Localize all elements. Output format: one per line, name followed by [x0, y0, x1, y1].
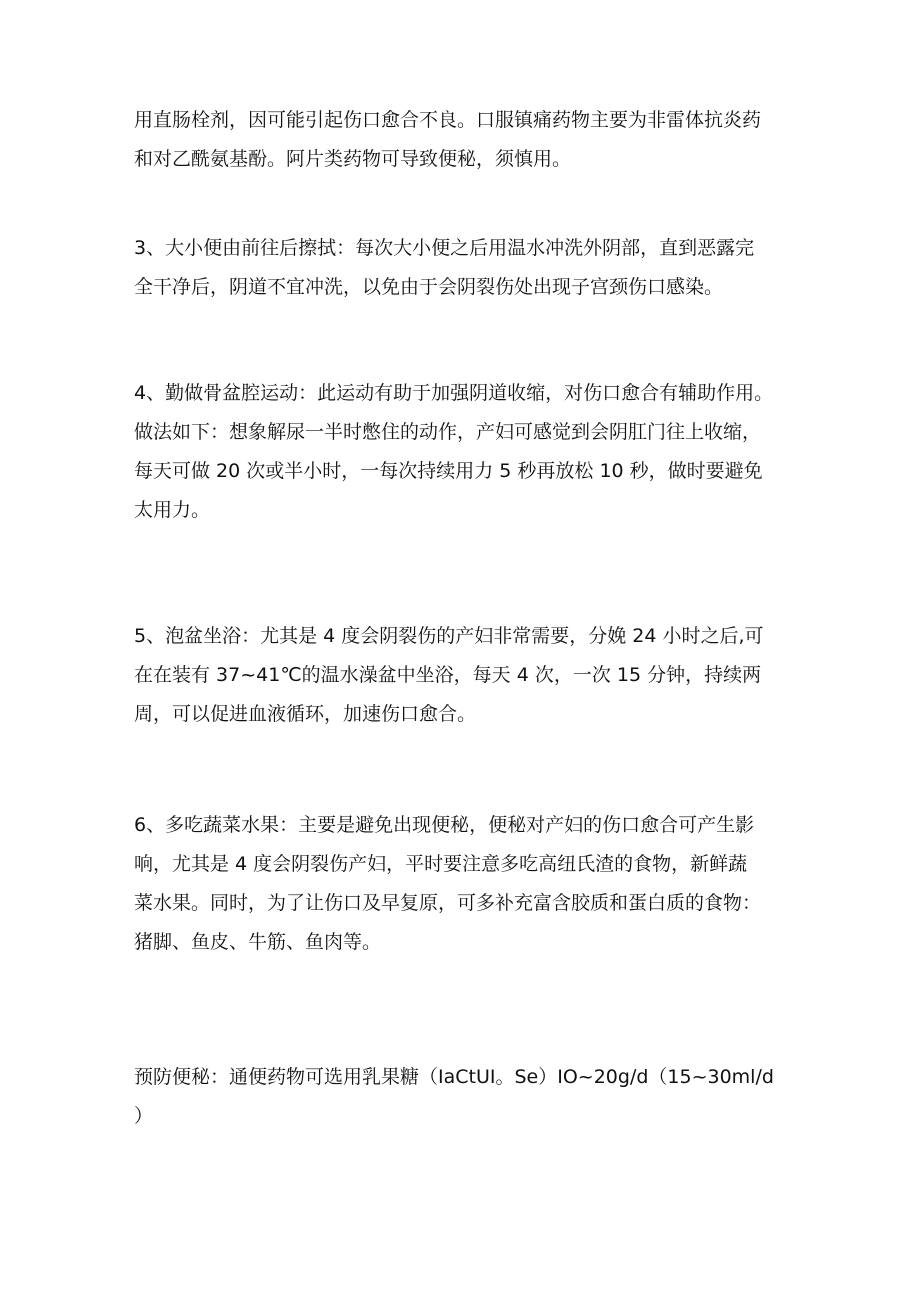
paragraph-diet — [134, 806, 798, 962]
text-line: 6、多吃蔬菜水果：主要是避免出现便秘，便秘对产妇的伤口愈合可产生影 — [134, 814, 755, 836]
paragraph-hygiene — [134, 229, 798, 307]
text-line: 每天可做 20 次或半小时，一每次持续用力 5 秒再放松 10 秒，做时要避免 — [134, 460, 763, 482]
text-line: 预防便秘：通便药物可选用乳果糖（IaCtUI。Se）IO~20g∕d（15~30ml∕d — [134, 1066, 774, 1088]
paragraph-pelvic-exercise — [134, 374, 798, 530]
text-line: 3、大小便由前往后擦拭：每次大小便之后用温水冲洗外阴部，直到恶露完 — [134, 237, 755, 259]
text-line: 菜水果。同时，为了让伤口及早复原，可多补充富含胶质和蛋白质的食物： — [134, 892, 762, 914]
text-line: ） — [134, 1105, 154, 1127]
text-line: 太用力。 — [134, 499, 211, 521]
text-line: 响，尤其是 4 度会阴裂伤产妇，平时要注意多吃高纽氏渣的食物，新鲜蔬 — [134, 853, 748, 875]
text-line: 周，可以促进血液循环，加速伤口愈合。 — [134, 703, 477, 725]
paragraph-constipation-prevention — [134, 1058, 798, 1136]
text-line: 在在装有 37~41℃的温水澡盆中坐浴，每天 4 次，一次 15 分钟，持续两 — [134, 664, 762, 686]
text-line: 用直肠栓剂，因可能引起伤口愈合不良。口服镇痛药物主要为非雷体抗炎药 — [134, 109, 762, 131]
text-line: 全干净后，阴道不宜冲洗，以免由于会阴裂伤处出现子宫颈伤口感染。 — [134, 276, 724, 298]
text-line: 和对乙酰氨基酚。阿片类药物可导致便秘，须慎用。 — [134, 148, 572, 170]
text-line: 做法如下：想象解尿一半时憋住的动作，产妇可感觉到会阴肛门往上收缩， — [134, 421, 762, 443]
paragraph-analgesics — [134, 101, 798, 179]
text-line: 5、泡盆坐浴：尤其是 4 度会阴裂伤的产妇非常需要，分娩 24 小时之后,可 — [134, 625, 764, 647]
text-line: 猪脚、鱼皮、牛筋、鱼肉等。 — [134, 931, 382, 953]
text-line: 4、勤做骨盆腔运动：此运动有助于加强阴道收缩，对伤口愈合有辅助作用。 — [134, 382, 774, 404]
paragraph-sitz-bath — [134, 617, 798, 734]
